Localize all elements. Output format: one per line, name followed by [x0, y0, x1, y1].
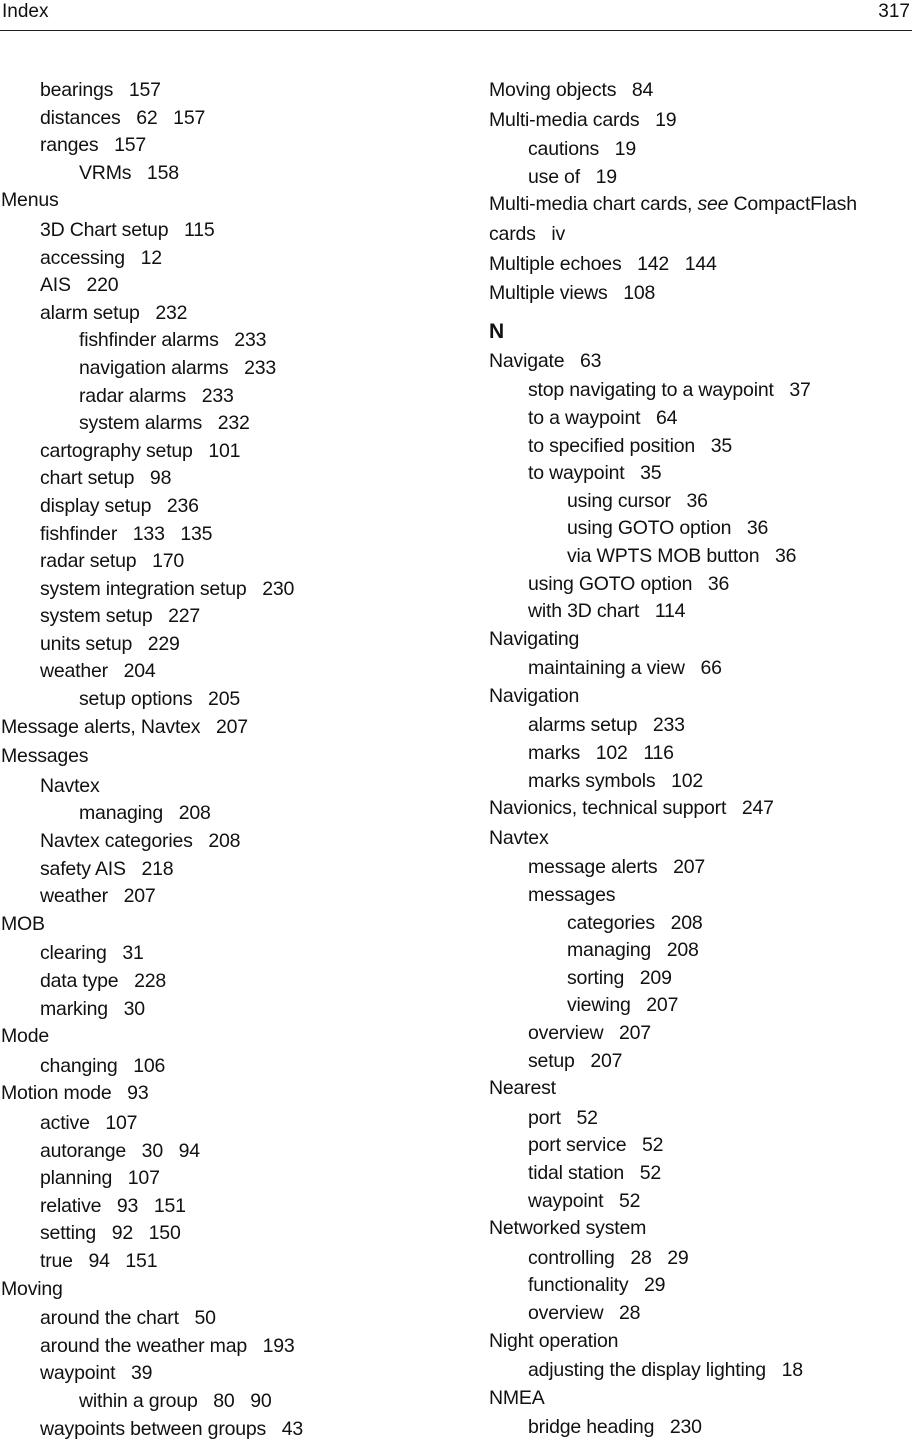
index-entry — [1, 655, 451, 683]
index-entry — [1, 518, 451, 546]
entry-text: changing 106 — [40, 1054, 166, 1077]
index-entry — [1, 1357, 451, 1385]
entry-text: NMEA — [489, 1386, 545, 1409]
entry-text: alarm setup 232 — [40, 301, 188, 324]
index-entry — [1, 1273, 451, 1303]
index-entry — [489, 879, 909, 907]
entry-text: Multiple views 108 — [489, 282, 656, 305]
index-entry — [489, 1157, 909, 1185]
index-entry — [1, 352, 451, 380]
index-entry — [1, 1135, 451, 1163]
entry-text: controlling 28 29 — [528, 1246, 689, 1269]
entry-text: setting 92 150 — [40, 1222, 181, 1245]
index-entry — [1, 129, 451, 157]
entry-text: display setup 236 — [40, 494, 199, 517]
index-entry — [1, 740, 451, 770]
entry-text: Multiple echoes 142 144 — [489, 252, 717, 275]
entry-text: adjusting the display lighting 18 — [528, 1359, 803, 1382]
index-entry — [1, 242, 451, 270]
page-number: 317 — [878, 1, 910, 22]
entry-text: marks symbols 102 — [528, 769, 704, 792]
entry-text: alarms setup 233 — [528, 714, 685, 737]
entry-text: Multi-media chart cards, — [489, 193, 698, 216]
entry-text: true 94 151 — [40, 1249, 158, 1272]
index-entry — [1, 1302, 451, 1330]
index-entry — [489, 822, 909, 852]
index-entry — [1, 1217, 451, 1245]
entry-text: cards iv — [489, 222, 566, 245]
entry-text: weather 207 — [40, 885, 156, 908]
index-entry — [1, 825, 451, 853]
entry-text: VRMs 158 — [79, 161, 179, 184]
entry-text: system alarms 232 — [79, 412, 250, 435]
index-entry — [489, 402, 909, 430]
index-entry — [489, 345, 909, 375]
entry-text: 3D Chart setup 115 — [40, 218, 215, 241]
entry-text: system integration setup 230 — [40, 577, 295, 600]
entry-text: Navigate 63 — [489, 349, 602, 372]
entry-text: data type 228 — [40, 970, 167, 992]
entry-text: units setup 229 — [40, 632, 180, 655]
entry-text: around the weather map 193 — [40, 1334, 295, 1357]
index-entry — [489, 1045, 909, 1073]
index-entry — [1, 1020, 451, 1050]
index-entry — [1, 1190, 451, 1218]
index-entry — [489, 1269, 909, 1297]
index-entry — [1, 1077, 451, 1107]
entry-text: marking 30 — [40, 997, 145, 1020]
entry-text: Moving objects 84 — [489, 79, 654, 101]
entry-text: system setup 227 — [40, 605, 201, 628]
entry-text: overview 207 — [528, 1022, 651, 1044]
index-entry — [1, 1107, 451, 1135]
entry-text-after: CompactFlash — [728, 193, 857, 216]
entry-text: relative 93 151 — [40, 1194, 186, 1217]
entry-text: using GOTO option 36 — [528, 572, 730, 595]
index-entry — [1, 770, 451, 798]
index-entry — [489, 1325, 909, 1355]
entry-text: Navtex — [489, 826, 549, 849]
entry-text: tidal station 52 — [528, 1161, 661, 1184]
entry-text: marks 102 116 — [528, 742, 674, 765]
entry-text: bearings 157 — [40, 79, 161, 101]
entry-text: cautions 19 — [528, 138, 636, 161]
index-entry — [489, 623, 909, 653]
index-entry — [489, 851, 909, 879]
entry-text: Nearest — [489, 1077, 556, 1100]
index-entry — [1, 435, 451, 463]
index-entry — [1, 853, 451, 881]
index-entry — [1, 74, 451, 102]
entry-text: managing 208 — [567, 939, 699, 962]
index-entry — [1, 711, 451, 741]
entry-text: bridge heading 230 — [528, 1416, 702, 1439]
index-entry — [1, 184, 451, 214]
entry-text: waypoints between groups 43 — [40, 1417, 304, 1440]
index-column-left — [1, 74, 451, 1440]
entry-text: message alerts 207 — [528, 856, 706, 879]
entry-text: Message alerts, Navtex 207 — [1, 715, 248, 738]
entry-text: Mode — [1, 1025, 49, 1048]
entry-text: active 107 — [40, 1111, 138, 1134]
index-entry — [1, 880, 451, 908]
index-entry — [1, 102, 451, 130]
index-entry — [489, 430, 909, 458]
index-entry — [489, 934, 909, 962]
index-entry — [1, 1330, 451, 1358]
index-entry — [489, 680, 909, 710]
entry-text: functionality 29 — [528, 1274, 666, 1297]
entry-text: port service 52 — [528, 1134, 664, 1157]
index-entry — [489, 907, 909, 935]
index-entry — [1, 965, 451, 993]
entry-text: navigation alarms 233 — [79, 356, 277, 379]
index-entry — [489, 188, 909, 218]
index-entry — [489, 485, 909, 513]
entry-text: to a waypoint 64 — [528, 406, 678, 429]
index-entry — [489, 709, 909, 737]
entry-text: Multi-media cards 19 — [489, 108, 677, 131]
index-entry — [1, 937, 451, 965]
entry-text: fishfinder alarms 233 — [79, 329, 267, 352]
index-entry — [489, 792, 909, 822]
entry-text: cartography setup 101 — [40, 439, 241, 462]
entry-text: setup options 205 — [79, 688, 240, 711]
index-entry — [489, 568, 909, 596]
index-entry — [489, 1212, 909, 1242]
index-entry — [489, 104, 909, 134]
index-entry — [489, 1354, 909, 1382]
index-entry — [1, 1245, 451, 1273]
entry-text: N — [489, 319, 504, 343]
index-entry — [489, 1242, 909, 1270]
index-entry — [489, 962, 909, 990]
index-entry — [489, 1411, 909, 1439]
index-entry — [489, 1382, 909, 1412]
entry-text: Moving — [1, 1277, 63, 1300]
index-entry — [489, 1072, 909, 1102]
entry-text: ranges 157 — [40, 134, 147, 157]
entry-text: Menus — [1, 189, 59, 212]
entry-text: waypoint 39 — [40, 1362, 153, 1385]
entry-text: clearing 31 — [40, 942, 144, 965]
index-entry — [1, 908, 451, 938]
entry-text: setup 207 — [528, 1049, 623, 1072]
entry-text: accessing 12 — [40, 246, 162, 269]
index-entry — [489, 1185, 909, 1213]
entry-text: using GOTO option 36 — [567, 517, 769, 540]
entry-text: Navigation — [489, 684, 580, 707]
index-entry — [489, 74, 909, 104]
entry-text: via WPTS MOB button 36 — [567, 544, 797, 567]
index-entry — [1, 269, 451, 297]
entry-text: chart setup 98 — [40, 467, 172, 490]
index-entry — [489, 765, 909, 793]
index-entry — [1, 573, 451, 601]
entry-text: sorting 209 — [567, 966, 672, 989]
index-entry — [489, 540, 909, 568]
entry-text: port 52 — [528, 1106, 598, 1129]
entry-text: Networked system — [489, 1217, 647, 1240]
entry-text: viewing 207 — [567, 994, 679, 1017]
index-entry — [489, 652, 909, 680]
index-entry — [489, 1102, 909, 1130]
entry-text: distances 62 157 — [40, 106, 206, 129]
entry-text: Messages — [1, 745, 89, 768]
index-entry — [489, 218, 909, 248]
index-entry — [1, 1385, 451, 1413]
index-entry — [1, 545, 451, 573]
index-entry — [489, 595, 909, 623]
entry-text: around the chart 50 — [40, 1307, 216, 1330]
entry-text: radar setup 170 — [40, 550, 185, 573]
entry-text: weather 204 — [40, 660, 156, 683]
index-entry — [489, 737, 909, 765]
index-entry — [1, 157, 451, 185]
index-entry — [1, 683, 451, 711]
index-entry — [1, 462, 451, 490]
index-entry — [489, 277, 909, 307]
index-entry — [489, 1297, 909, 1325]
index-entry — [489, 161, 909, 189]
entry-text: planning 107 — [40, 1167, 160, 1190]
index-entry — [1, 214, 451, 242]
entry-text: AIS 220 — [40, 274, 119, 297]
section-title: Index — [2, 1, 49, 22]
index-entry — [489, 374, 909, 402]
entry-text: Navionics, technical support 247 — [489, 797, 774, 820]
entry-text: Motion mode 93 — [1, 1082, 149, 1105]
entry-text: use of 19 — [528, 165, 617, 188]
index-entry — [489, 1017, 909, 1045]
page-header — [0, 0, 912, 31]
index-entry — [1, 490, 451, 518]
entry-text: to waypoint 35 — [528, 462, 662, 485]
entry-text: categories 208 — [567, 911, 703, 934]
entry-text: Night operation — [489, 1329, 619, 1352]
entry-text: fishfinder 133 135 — [40, 522, 213, 545]
index-entry — [1, 380, 451, 408]
entry-text: maintaining a view 66 — [528, 657, 722, 680]
entry-text: autorange 30 94 — [40, 1139, 200, 1162]
entry-text: safety AIS 218 — [40, 857, 174, 880]
see-reference: see — [697, 193, 729, 216]
index-column-right — [489, 74, 909, 1439]
entry-text: radar alarms 233 — [79, 384, 234, 407]
index-entry — [1, 1050, 451, 1078]
entry-text: messages — [528, 884, 616, 907]
index-entry — [1, 324, 451, 352]
entry-text: within a group 80 90 — [79, 1389, 272, 1412]
entry-text: managing 208 — [79, 802, 211, 825]
entry-text: overview 28 — [528, 1301, 641, 1324]
index-entry — [489, 1129, 909, 1157]
index-entry — [489, 989, 909, 1017]
index-entry — [489, 248, 909, 278]
index-entry — [489, 133, 909, 161]
index-entry — [1, 1162, 451, 1190]
entry-text: with 3D chart 114 — [528, 600, 686, 623]
index-entry — [1, 628, 451, 656]
entry-text: Navigating — [489, 627, 580, 650]
index-entry — [1, 600, 451, 628]
entry-text: to specified position 35 — [528, 434, 733, 457]
index-entry — [489, 512, 909, 540]
entry-text: MOB — [1, 912, 45, 935]
index-entry — [1, 993, 451, 1021]
entry-text: Navtex categories 208 — [40, 830, 241, 853]
entry-text: using cursor 36 — [567, 489, 708, 512]
entry-text: waypoint 52 — [528, 1189, 641, 1212]
entry-text: Navtex — [40, 774, 100, 797]
section-letter — [489, 307, 909, 345]
index-entry — [489, 457, 909, 485]
index-entry — [1, 1413, 451, 1441]
index-entry — [1, 297, 451, 325]
index-entry — [1, 797, 451, 825]
index-entry — [1, 407, 451, 435]
entry-text: stop navigating to a waypoint 37 — [528, 379, 811, 402]
